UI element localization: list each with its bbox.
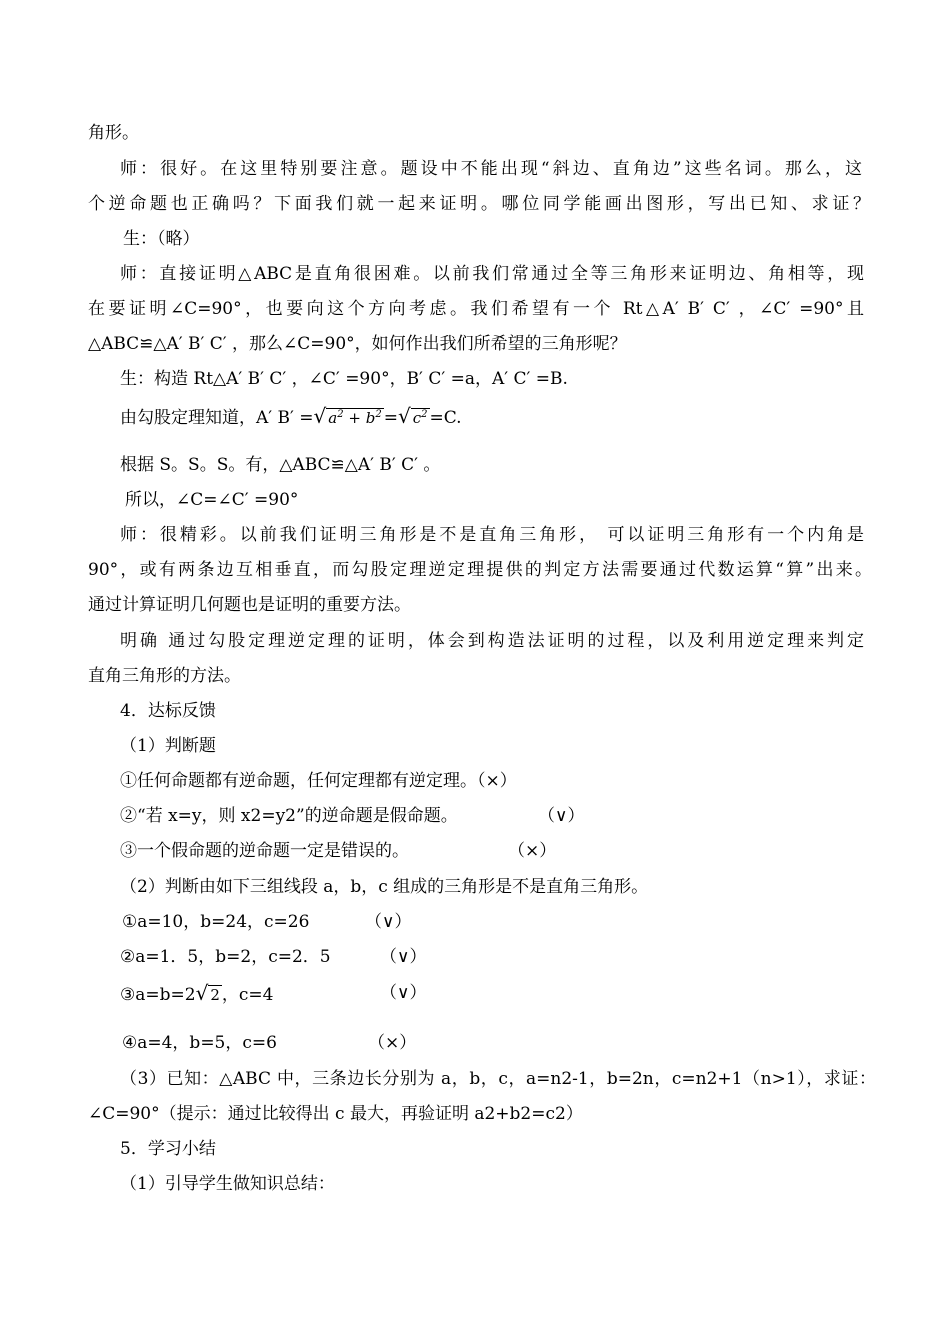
- text-line: 所以，∠C=∠C′ =90°: [125, 490, 299, 510]
- list-item: ④a=4，b=5，c=6: [122, 1033, 277, 1053]
- answer-mark: （∨）: [380, 947, 427, 967]
- equals-sign: =: [383, 408, 398, 428]
- item-text: ③a=b=2: [120, 985, 196, 1005]
- text-line: 角形。: [88, 123, 139, 143]
- subsection-heading: （1）引导学生做知识总结：: [120, 1174, 335, 1194]
- formula-lead-text: 由勾股定理知道，A′ B′ =: [120, 408, 314, 428]
- formula-line: [120, 404, 462, 429]
- text-line: 生：构造 Rt△A′ B′ C′ ，∠C′ =90°，B′ C′ =a，A′ C′ =B.: [120, 369, 568, 389]
- text-line: 个逆命题也正确吗？下面我们就一起来证明。哪位同学能画出图形，写出已知、求证？: [88, 194, 870, 214]
- text-line: 在要证明∠C=90°，也要向这个方向考虑。我们希望有一个 Rt△A′ B′ C′ ，∠C′ =90°且: [88, 299, 864, 319]
- list-item: ②a=1．5，b=2，c=2．5: [120, 947, 331, 967]
- sqrt-c2: √ $c^2$: [397, 404, 428, 428]
- answer-mark: （∨）: [380, 983, 427, 1003]
- answer-mark: （×）: [368, 1033, 417, 1053]
- sqrt-2: √ 2: [195, 981, 220, 1005]
- section-heading: 5．学习小结: [120, 1139, 216, 1159]
- list-item: [120, 982, 273, 1006]
- list-item: ①任何命题都有逆命题，任何定理都有逆定理。（×）: [120, 771, 517, 791]
- answer-mark: （∨）: [365, 912, 412, 932]
- list-item: ③一个假命题的逆命题一定是错误的。: [120, 841, 409, 861]
- text-line: （3）已知：△ABC 中，三条边长分别为 a，b，c，a=n2-1，b=2n，c=n2+1（n>1），求证：: [120, 1069, 876, 1089]
- answer-mark: （×）: [508, 841, 557, 861]
- text-line: 师：很精彩。以前我们证明三角形是不是直角三角形， 可以证明三角形有一个内角是: [120, 525, 864, 545]
- text-line: 明确 通过勾股定理逆定理的证明，体会到构造法证明的过程，以及利用逆定理来判定: [120, 631, 864, 651]
- text-line: 师：很好。在这里特别要注意。题设中不能出现“斜边、直角边”这些名词。那么，这: [120, 159, 862, 179]
- text-line: 90°，或有两条边互相垂直，而勾股定理逆定理提供的判定方法需要通过代数运算“算”出来。: [88, 560, 872, 580]
- text-line: 直角三角形的方法。: [88, 666, 241, 686]
- item-text: ，c=4: [221, 985, 274, 1005]
- list-item: ②“若 x=y，则 x2=y2”的逆命题是假命题。: [120, 806, 458, 826]
- text-line: 通过计算证明几何题也是证明的重要方法。: [88, 595, 411, 615]
- text-line: 师：直接证明△ABC是直角很困难。以前我们常通过全等三角形来证明边、角相等，现: [120, 264, 864, 284]
- subsection-heading: （2）判断由如下三组线段 a，b，c 组成的三角形是不是直角三角形。: [120, 877, 649, 897]
- text-line: 根据 S。S。S。有，△ABC≌△A′ B′ C′ 。: [120, 455, 441, 475]
- subsection-heading: （1）判断题: [120, 736, 216, 756]
- answer-mark: （∨）: [538, 806, 585, 826]
- section-heading: 4．达标反馈: [120, 701, 216, 721]
- text-line: ∠C=90°（提示：通过比较得出 c 最大，再验证明 a2+b2=c2）: [88, 1104, 583, 1124]
- list-item: ①a=10，b=24，c=26: [122, 912, 310, 932]
- text-line: △ABC≌△A′ B′ C′ ，那么∠C=90°，如何作出我们所希望的三角形呢？: [88, 334, 627, 354]
- text-line: 生：（略）: [123, 229, 200, 249]
- formula-result: =C.: [429, 408, 462, 428]
- sqrt-a2-plus-b2: √ $a^2 + b^2$: [313, 404, 382, 428]
